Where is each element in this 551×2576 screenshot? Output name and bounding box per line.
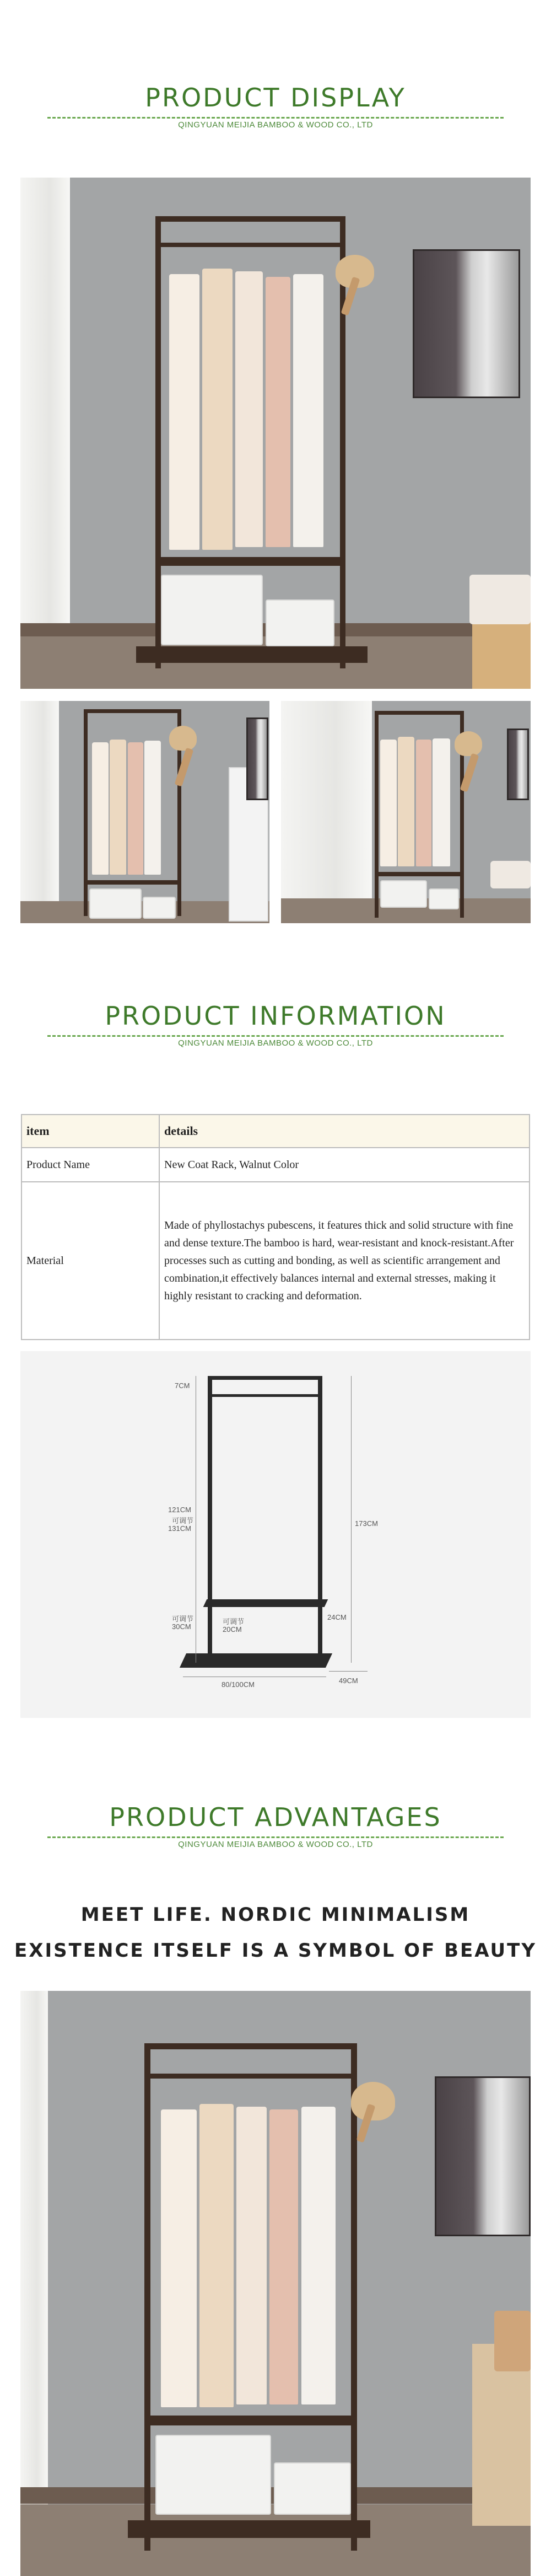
dim-left-lower-a: 可调节 (172, 1615, 194, 1623)
spec-table (21, 1114, 530, 1340)
advantages-title: PRODUCT ADVANTAGES (109, 1802, 442, 1832)
advantages-product-photo (20, 1991, 531, 2576)
row-details-material: Made of phyllostachys pubescens, it features thick and solid structure with fine and dense texture.The bamboo is hard, wear-resistant and knock-resistant.After processes such as cutting and bonding, as well as scientific arrangement and combination,it effectively balances internal and external stresses, making it highly resistant to cracking and deformation. (159, 1182, 530, 1340)
room-product-photo (281, 701, 531, 923)
table-row (21, 1148, 530, 1182)
information-subtitle: QINGYUAN MEIJIA BAMBOO & WOOD CO., LTD (178, 1038, 373, 1048)
hero-product-photo (20, 178, 531, 689)
dimension-diagram (20, 1351, 531, 1718)
dim-inner-a: 可调节 (223, 1618, 245, 1626)
dim-shelf: 24CM (327, 1613, 347, 1621)
dim-left-upper-a: 121CM (168, 1506, 191, 1514)
table-row (21, 1182, 530, 1340)
dim-width: 80/100CM (222, 1680, 255, 1689)
display-divider (47, 117, 504, 119)
header-details: details (159, 1115, 530, 1148)
table-header-row (21, 1115, 530, 1148)
dim-top: 7CM (175, 1381, 190, 1390)
information-divider (47, 1035, 504, 1037)
dim-height: 173CM (355, 1519, 378, 1528)
slogan-line-1: MEET LIFE. NORDIC MINIMALISM (80, 1904, 471, 1926)
dim-left-upper-c: 131CM (168, 1524, 191, 1533)
information-title: PRODUCT INFORMATION (105, 1001, 446, 1031)
header-item: item (21, 1115, 159, 1148)
slogan-line-2: EXISTENCE ITSELF IS A SYMBOL OF BEAUTY (14, 1940, 537, 1962)
row-item-material: Material (21, 1182, 159, 1340)
row-item-product-name: Product Name (21, 1148, 159, 1182)
dim-inner-b: 20CM (223, 1625, 242, 1634)
advantages-divider (47, 1836, 504, 1838)
spec-table-wrapper (21, 1114, 530, 1340)
dim-left-lower-b: 30CM (172, 1622, 191, 1631)
side-product-photo (20, 701, 269, 923)
display-title: PRODUCT DISPLAY (145, 83, 406, 113)
advantages-subtitle: QINGYUAN MEIJIA BAMBOO & WOOD CO., LTD (178, 1840, 373, 1849)
dim-depth: 49CM (339, 1677, 358, 1685)
display-subtitle: QINGYUAN MEIJIA BAMBOO & WOOD CO., LTD (178, 120, 373, 130)
row-details-product-name: New Coat Rack, Walnut Color (159, 1148, 530, 1182)
dim-left-upper-b: 可调节 (172, 1517, 194, 1525)
